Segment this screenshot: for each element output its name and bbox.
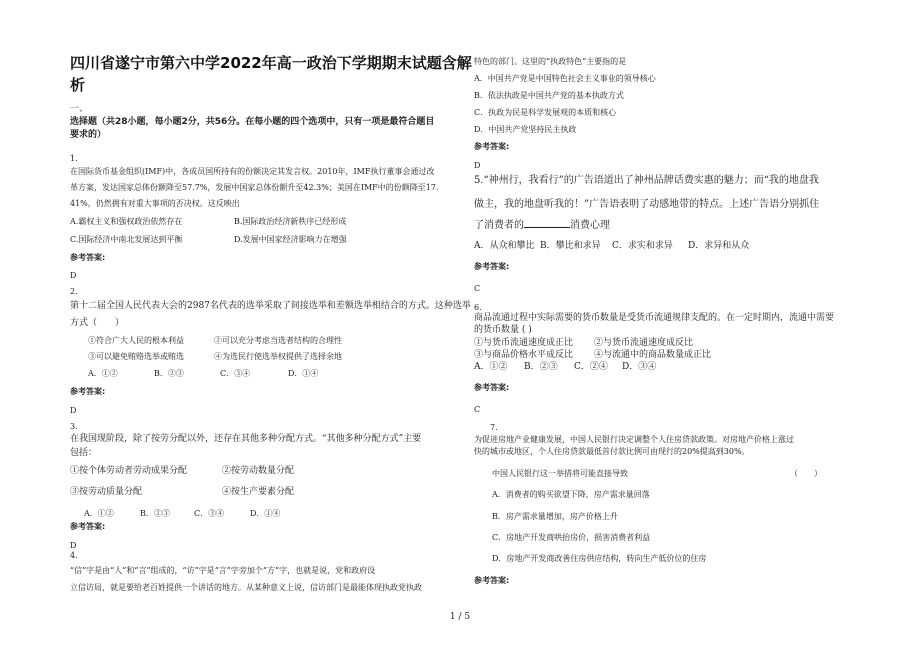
q5-line3-start: 了消费者的 [474, 220, 524, 231]
q7-answer-label: 参考答案: [474, 576, 510, 585]
q7-number: 7. [490, 423, 498, 432]
q3-line1: 在我国现阶段，除了按劳分配以外，还存在其他多种分配方式。“其他多种分配方式”主要 [70, 434, 422, 444]
q3-choice-4: ④按生产要素分配 [222, 487, 295, 497]
q1-answer: D [70, 271, 77, 280]
q6-option-d: D．③④ [622, 362, 657, 372]
q6-choice-2: ②与货币流通速度成反比 [594, 338, 694, 348]
q6-answer: C [474, 405, 481, 414]
q2-option-b: B．②③ [154, 369, 184, 378]
q5-line3 [474, 218, 610, 233]
q7-line1: 为促进房地产业健康发展，中国人民银行决定调整个人住房贷款政策。对房地产价格上涨过 [474, 435, 794, 444]
section-number: 一、 [70, 104, 89, 114]
q2-choice-2: ②可以充分考虑当选者结构的合理性 [214, 336, 342, 345]
q4-line2: 立信访局，就是要给老百姓提供一个讲话的地方。从某种意义上说，信访部门是最能体现执政党执政 [70, 583, 422, 592]
q3-number: 3. [70, 422, 78, 431]
q6-option-b: B．②③ [524, 362, 558, 372]
q7-paren: （ ） [790, 469, 822, 478]
q6-line1: 商品流通过程中实际需要的货币数量是受货币流通规律支配的。在一定时期内，流通中需要 [474, 313, 835, 323]
q2-choice-3: ③可以避免贿赂选举或贿选 [88, 352, 184, 361]
q1-line3: 41%，仍然拥有对重大事项的否决权。这反映出 [70, 199, 240, 208]
q4-option-a: A．中国共产党是中国特色社会主义事业的领导核心 [474, 74, 656, 83]
q4-line3: 特色的部门。这里的“执政特色”主要指的是 [474, 57, 627, 66]
page-number: 1 / 5 [449, 612, 471, 622]
doc-title-line2: 析 [70, 76, 86, 94]
q1-line2: 革方案，发达国家总体份额降至57.7%，发展中国家总体份额升至42.3%；美国在IMF中的份额降至17. [70, 183, 439, 192]
q6-choice-3: ③与商品价格水平成反比 [474, 350, 574, 360]
q2-option-a: A．①② [88, 369, 118, 378]
q5-answer-label: 参考答案: [474, 262, 510, 271]
section-intro-line1: 选择题（共28小题，每小题2分，共56分。在每小题的四个选项中，只有一项是最符合题目 [70, 117, 435, 127]
q5-line3-end: 消费心理 [570, 220, 610, 231]
q2-choice-4: ④为选民行使选举权提供了选择余地 [214, 352, 342, 361]
q4-answer: D [474, 161, 481, 170]
q5-blank [524, 218, 570, 228]
q6-number: 6. [474, 303, 482, 312]
q4-option-b: B．依法执政是中国共产党的基本执政方式 [474, 91, 624, 100]
q3-choice-3: ③按劳动质量分配 [70, 487, 143, 497]
q5-option-c: C．求实和求异 [612, 241, 673, 251]
section-intro-line2: 要求的） [70, 130, 107, 140]
q2-option-c: C．③④ [220, 369, 251, 378]
q3-choice-1: ①按个体劳动者劳动成果分配 [70, 466, 188, 476]
q3-answer-label: 参考答案: [70, 522, 106, 531]
q5-option-d: D．求异和从众 [688, 241, 750, 251]
q2-line1: 第十二届全国人民代表大会的2987名代表的选举采取了间接选举和差额选举相结合的方式。这种选举 [70, 301, 471, 311]
q2-answer: D [70, 406, 77, 415]
q7-option-c: C．房地产开发商哄抬房价，损害消费者利益 [492, 533, 651, 542]
q2-choice-1: ①符合广大人民的根本利益 [88, 336, 184, 345]
q3-option-d: D．①④ [250, 509, 281, 518]
q5-answer: C [474, 284, 481, 293]
q3-answer: D [70, 541, 77, 550]
q5-line1: 5.“神州行，我看行”的广告语道出了神州品牌话费实惠的魅力；而“我的地盘我 [474, 175, 819, 186]
q6-answer-label: 参考答案: [474, 383, 510, 392]
q2-answer-label: 参考答案: [70, 387, 106, 396]
q4-line1: “信”字是由“人”和“言”组成的，“访”字是“言”字旁加个“方”字，也就是说，党和政府设 [70, 566, 376, 575]
q1-option-d: D.发展中国家经济影响力在增强 [234, 235, 347, 244]
q3-option-b: B．②③ [140, 509, 170, 518]
q1-answer-label: 参考答案: [70, 253, 106, 262]
q3-line2: 包括： [70, 448, 98, 458]
q4-option-c: C．执政为民是科学发展观的本质和核心 [474, 108, 617, 117]
q5-option-b: B．攀比和求异 [540, 241, 601, 251]
q7-option-a: A．消费者的购买欲望下降，房产需求量回落 [492, 490, 650, 499]
q1-number: 1. [70, 154, 78, 163]
q2-line2: 方式（ ） [70, 318, 125, 328]
q4-answer-label: 参考答案: [474, 142, 510, 151]
q6-choice-4: ④与流通中的商品数量成正比 [594, 350, 712, 360]
q7-option-d: D．房地产开发商改善住房供应结构，转向生产低价位的住房 [492, 554, 707, 563]
q3-option-a: A．①② [84, 509, 114, 518]
q6-line2: 的货币数量 ( ) [474, 325, 532, 335]
q2-number: 2. [70, 287, 78, 296]
q1-line1: 在国际货币基金组织(IMF)中，各成员国所持有的份额决定其发言权。2010年，IMF执行董事会通过改 [70, 167, 435, 176]
q1-option-b: B.国际政治经济新秩序已经形成 [234, 217, 347, 226]
q5-line2: 做主，我的地盘听我的！”广告语表明了动感地带的特点。上述广告语分别抓住 [474, 199, 820, 210]
q2-option-d: D．①④ [288, 369, 319, 378]
q5-option-a: A．从众和攀比 [474, 241, 535, 251]
q3-option-c: C．③④ [194, 509, 225, 518]
q7-stem: 中国人民银行这一举措将可能直接导致 [492, 469, 628, 478]
q7-line2: 快的城市或地区，个人住房贷款最低首付款比例可由现行的20%提高到30%。 [474, 447, 750, 456]
q6-choice-1: ①与货币流通速度成正比 [474, 338, 574, 348]
q4-option-d: D．中国共产党坚持民主执政 [474, 125, 577, 134]
q6-option-a: A．①② [474, 362, 508, 372]
doc-title-line1: 四川省遂宁市第六中学2022年高一政治下学期期末试题含解 [70, 54, 472, 72]
q3-choice-2: ②按劳动数量分配 [222, 466, 295, 476]
q7-option-b: B．房产需求量增加，房产价格上升 [492, 512, 618, 521]
q6-option-c: C．②④ [574, 362, 608, 372]
q1-option-c: C.国际经济中南北发展达到平衡 [70, 235, 183, 244]
q4-number: 4. [70, 551, 78, 560]
q1-option-a: A.霸权主义和强权政治依然存在 [70, 217, 183, 226]
